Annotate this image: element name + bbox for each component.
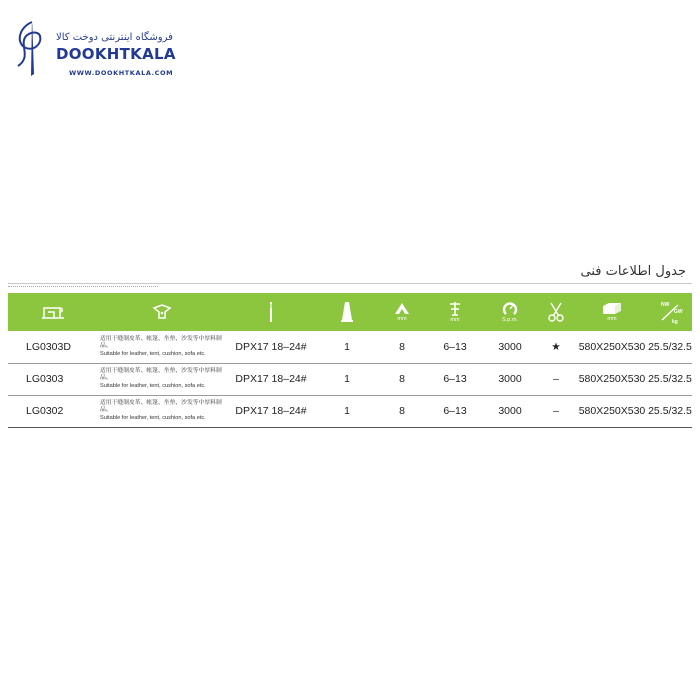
foot-lift-cell: 6–13: [443, 340, 467, 353]
sewing-machine-icon: [40, 304, 66, 320]
package-box-icon: [601, 302, 623, 315]
package-size-cell: 580X250X530: [578, 405, 646, 417]
header-speed: [484, 293, 536, 331]
package-size-cell: 580X250X530: [578, 340, 646, 353]
application-cn: 适用于缝制皮革、帐篷、坐垫、沙发等中厚料制品。: [100, 400, 222, 413]
needle-thread-icon: [12, 14, 52, 78]
application-en: Suitable for leather, tent, cushion, sofa etc.: [100, 383, 206, 389]
speed-cell: 3000: [498, 373, 522, 385]
foot-lift-icon: [447, 301, 463, 316]
logo-persian-text: فروشگاه اینترنتی دوخت کالا: [56, 32, 173, 43]
needle-count-cell: 1: [344, 340, 350, 353]
application-cell: [98, 363, 226, 395]
stitch-length-cell: 8: [399, 405, 405, 417]
weight-kg-label: kg: [672, 319, 678, 325]
application-cn: 适用于缝制皮革、帐篷、坐垫、沙发等中厚料制品。: [100, 368, 222, 381]
weight-cell: 25.5/32.5: [648, 373, 692, 385]
speed-cell: 3000: [498, 340, 522, 353]
header-thread-cutter: [536, 293, 576, 331]
header-needle-count: [316, 293, 378, 331]
model-cell: LG0303: [26, 373, 64, 385]
stitch-length-cell: 8: [399, 340, 405, 353]
needle-cell: DPX17 18–24#: [235, 373, 307, 385]
speed-unit: S.p.m.: [502, 317, 518, 323]
weight-gw-label: GW: [674, 309, 683, 315]
application-en: Suitable for leather, tent, cushion, sofa etc.: [100, 350, 206, 357]
presser-foot-icon: [152, 304, 172, 320]
thread-cutter-cell: –: [553, 405, 559, 417]
application-cell: [98, 395, 226, 427]
lift-unit: mm: [450, 317, 460, 323]
thread-cutter-cell: ★: [551, 340, 561, 353]
header-model: [8, 293, 98, 331]
application-en: Suitable for leather, tent, cushion, sofa etc.: [100, 415, 206, 421]
spec-table: [8, 293, 692, 428]
application-cell: [98, 331, 226, 363]
foot-lift-cell: 6–13: [443, 373, 467, 385]
weight-cell: 25.5/32.5: [648, 340, 692, 353]
table-row: [8, 363, 692, 395]
needle-count-cell: 1: [344, 405, 350, 417]
model-cell: LG0303D: [26, 340, 71, 353]
stitch-unit: mm: [397, 316, 407, 322]
stitch-length-cell: 8: [399, 373, 405, 385]
weight-icon: [655, 299, 685, 325]
speed-cell: 3000: [498, 405, 522, 417]
logo-brand-name: DOOKHTKALA: [56, 45, 176, 63]
package-size-cell: 580X250X530: [578, 373, 646, 385]
model-cell: LG0302: [26, 405, 64, 417]
site-logo[interactable]: [12, 14, 176, 77]
thread-cutter-cell: –: [553, 373, 559, 385]
needle-count-cell: 1: [344, 373, 350, 385]
needle-icon: [267, 301, 275, 323]
package-unit: mm: [607, 316, 617, 322]
header-weight: [648, 293, 692, 331]
stitch-length-icon: [394, 302, 410, 315]
needle-cell: DPX17 18–24#: [235, 340, 307, 353]
spec-header-row: [8, 293, 692, 331]
needle-cell: DPX17 18–24#: [235, 405, 307, 417]
speed-icon: [502, 301, 518, 316]
weight-cell: 25.5/32.5: [648, 405, 692, 417]
dotted-divider: [8, 286, 158, 289]
weight-nw-label: NW: [661, 302, 670, 308]
header-foot-lift: [426, 293, 484, 331]
logo-url: WWW.DOOKHTKALA.COM: [69, 69, 174, 77]
thread-cone-icon: [340, 301, 354, 323]
thread-cutter-icon: [548, 302, 564, 322]
spec-sheet-title: جدول اطلاعات فنی: [580, 264, 686, 279]
foot-lift-cell: 6–13: [443, 405, 467, 417]
header-stitch-length: [378, 293, 426, 331]
table-row: [8, 395, 692, 427]
title-divider: [8, 283, 692, 284]
table-row: [8, 331, 692, 363]
header-needle: [226, 293, 316, 331]
header-application: [98, 293, 226, 331]
header-package-size: [576, 293, 648, 331]
application-cn: 适用于缝制皮革、帐篷、坐垫、沙发等中厚料制品。: [100, 335, 222, 349]
